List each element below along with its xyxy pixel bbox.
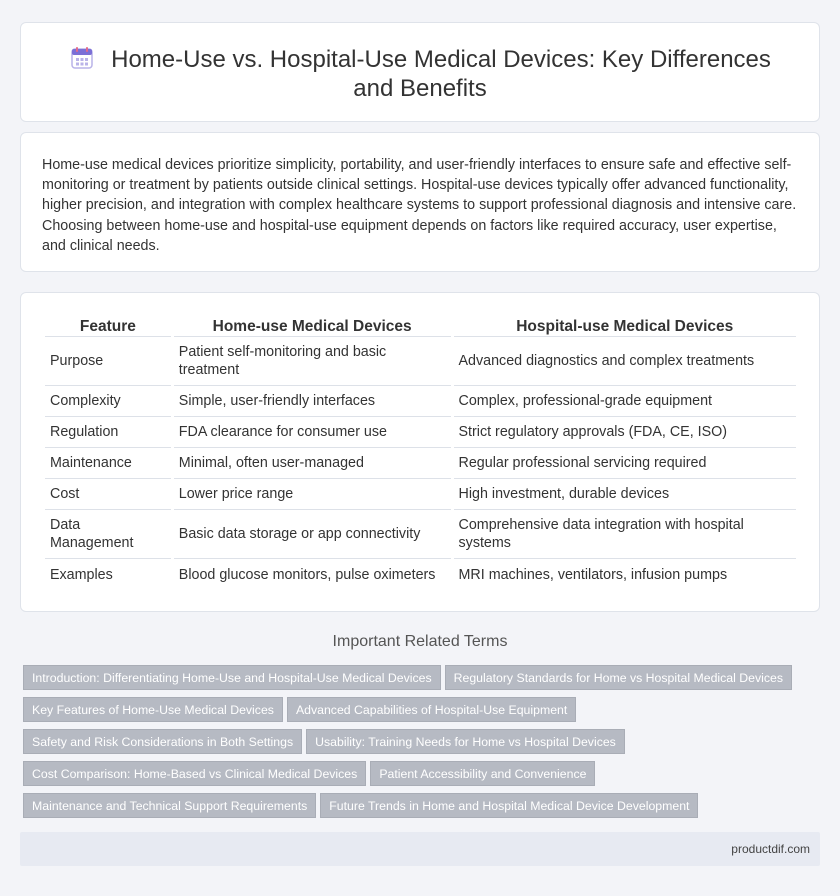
table-row	[45, 337, 796, 386]
table-row	[45, 510, 796, 559]
table-cell-hospital: Regular professional servicing required	[454, 448, 796, 479]
intro-paragraph: Home-use medical devices prioritize simplicity, portability, and user-friendly interfaces to ensure safe and effective self-monitoring or treatment by patients outside clinical settings. Hospital-use devices typically offer advanced functionality, higher precision, and integration with complex healthcare systems to support professional diagnosis and intensive care. Choosing between home-use and hospital-use equipment depends on factors like required accuracy, user expertise, and clinical needs.	[42, 157, 797, 254]
table-row	[45, 448, 796, 479]
table-cell-home: Basic data storage or app connectivity	[174, 510, 451, 559]
column-header-feature: Feature	[45, 316, 171, 337]
related-term-tag[interactable]: Advanced Capabilities of Hospital-Use Equipment	[287, 697, 576, 722]
table-cell-hospital: Advanced diagnostics and complex treatments	[454, 337, 796, 386]
table-cell-hospital: Strict regulatory approvals (FDA, CE, ISO)	[454, 417, 796, 448]
table-cell-feature: Complexity	[45, 386, 171, 417]
related-term-tag[interactable]: Usability: Training Needs for Home vs Hospital Devices	[306, 729, 625, 754]
table-cell-hospital: Comprehensive data integration with hospital systems	[454, 510, 796, 559]
footer-bar	[20, 832, 820, 866]
related-term-tag[interactable]: Cost Comparison: Home-Based vs Clinical Medical Devices	[23, 761, 366, 786]
table-cell-feature: Data Management	[45, 510, 171, 559]
table-row	[45, 559, 796, 590]
table-cell-feature: Purpose	[45, 337, 171, 386]
related-term-tag[interactable]: Maintenance and Technical Support Requirements	[23, 793, 316, 818]
table-cell-hospital: High investment, durable devices	[454, 479, 796, 510]
table-cell-home: Blood glucose monitors, pulse oximeters	[178, 566, 436, 583]
related-term-tag[interactable]: Patient Accessibility and Convenience	[370, 761, 595, 786]
table-cell-feature: Examples	[50, 566, 113, 583]
table-cell-home: FDA clearance for consumer use	[174, 417, 451, 448]
table-row	[45, 386, 796, 417]
table-row	[45, 479, 796, 510]
table-cell-hospital: MRI machines, ventilators, infusion pumps	[458, 566, 728, 583]
page-title-wrap	[51, 45, 789, 103]
table-cell-home: Lower price range	[174, 479, 451, 510]
related-terms-heading: Important Related Terms	[332, 633, 508, 650]
comparison-table	[42, 316, 799, 590]
related-term-tag[interactable]: Key Features of Home-Use Medical Devices	[23, 697, 283, 722]
site-name[interactable]: productdif.com	[731, 842, 810, 856]
table-cell-feature: Maintenance	[45, 448, 171, 479]
table-cell-home: Simple, user-friendly interfaces	[174, 386, 451, 417]
table-row	[45, 417, 796, 448]
table-cell-home: Minimal, often user-managed	[174, 448, 451, 479]
table-cell-feature: Cost	[45, 479, 171, 510]
comparison-card	[20, 292, 820, 612]
related-term-tag[interactable]: Future Trends in Home and Hospital Medical Device Development	[320, 793, 698, 818]
table-header-row	[45, 316, 796, 337]
calendar-icon	[69, 45, 95, 71]
intro-card	[20, 132, 820, 272]
column-header-hospital-use: Hospital-use Medical Devices	[454, 316, 796, 337]
page-title: Home-Use vs. Hospital-Use Medical Devices: Key Differences and Benefits	[111, 46, 771, 102]
related-term-tag[interactable]: Introduction: Differentiating Home-Use and Hospital-Use Medical Devices	[23, 665, 441, 690]
title-card	[20, 22, 820, 122]
column-header-home-use: Home-use Medical Devices	[174, 316, 451, 337]
related-terms-list	[23, 665, 803, 825]
table-cell-feature: Regulation	[45, 417, 171, 448]
table-cell-home: Patient self-monitoring and basic treatment	[174, 337, 451, 386]
related-term-tag[interactable]: Regulatory Standards for Home vs Hospital Medical Devices	[445, 665, 792, 690]
related-term-tag[interactable]: Safety and Risk Considerations in Both Settings	[23, 729, 302, 754]
table-cell-hospital: Complex, professional-grade equipment	[454, 386, 796, 417]
